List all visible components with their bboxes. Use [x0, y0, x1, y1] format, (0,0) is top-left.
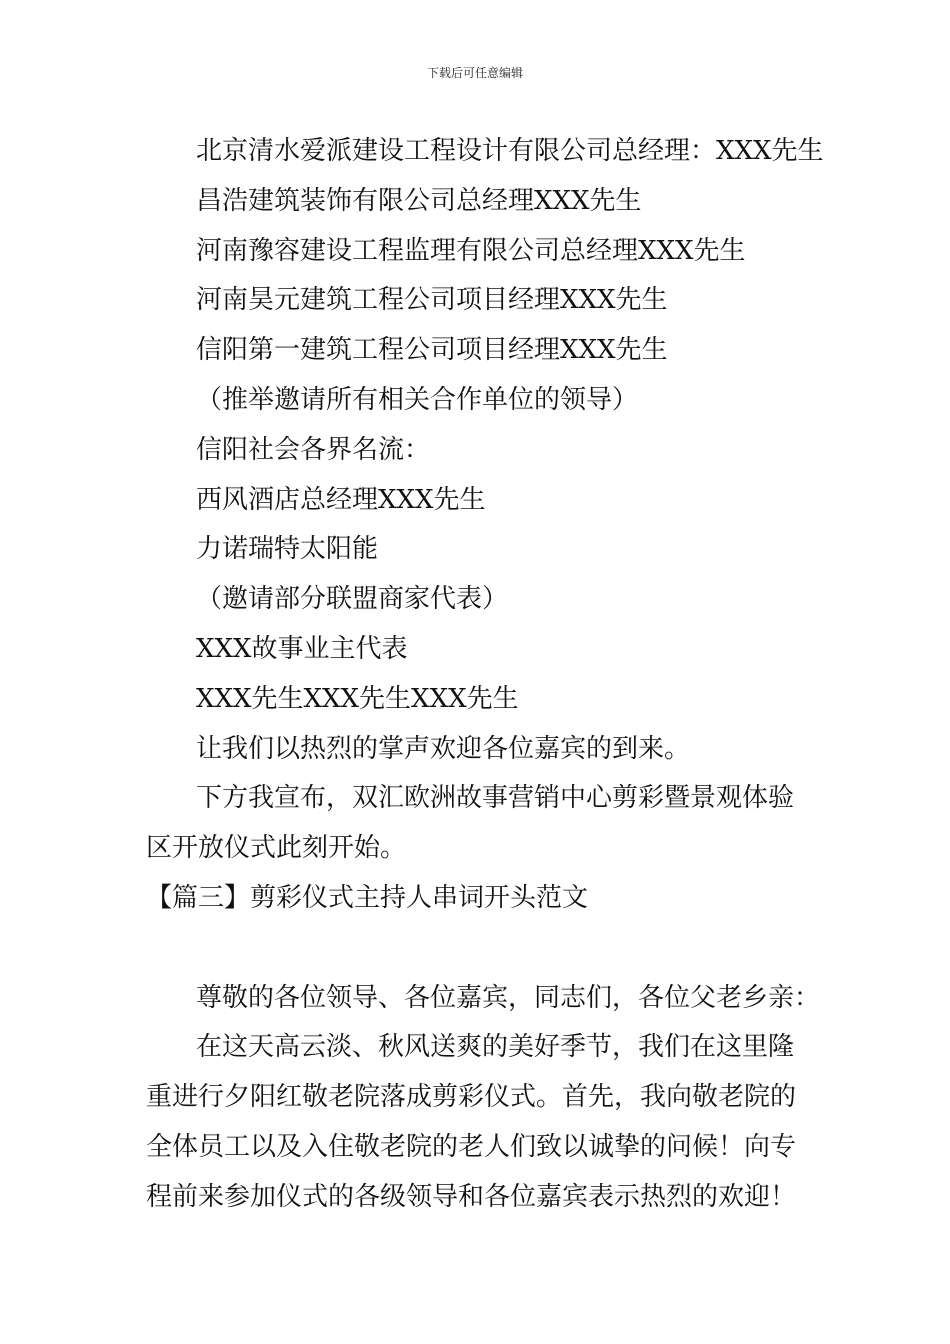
paragraph-line: 区开放仪式此刻开始。: [146, 833, 407, 864]
page-header: 下载后可任意编辑: [426, 66, 523, 80]
paragraph-line: 重进行夕阳红敬老院落成剪彩仪式。首先，我向敬老院的: [146, 1082, 797, 1113]
guest-line: XXX故事业主代表: [196, 633, 408, 664]
guest-line: 力诺瑞特太阳能: [196, 534, 379, 565]
note-line: （推举邀请所有相关合作单位的领导）: [196, 384, 639, 415]
guest-line: 西风酒店总经理XXX先生: [196, 484, 486, 515]
section-heading: 【篇三】剪彩仪式主持人串词开头范文: [146, 882, 589, 913]
blank-line: [146, 924, 810, 974]
note-line: （邀请部分联盟商家代表）: [196, 584, 509, 615]
paragraph-line: 下方我宣布，双汇欧洲故事营销中心剪彩暨景观体验: [196, 783, 795, 814]
guest-line: 北京清水爱派建设工程设计有限公司总经理：XXX先生: [196, 136, 824, 166]
guest-line: 河南豫容建设工程监理有限公司总经理XXX先生: [196, 235, 746, 266]
salutation-line: 尊敬的各位领导、各位嘉宾，同志们，各位父老乡亲：: [196, 982, 821, 1013]
guest-line: 河南昊元建筑工程公司项目经理XXX先生: [196, 285, 668, 316]
paragraph-line: 在这天高云淡、秋风送爽的美好季节，我们在这里隆: [196, 1032, 795, 1063]
paragraph-line: 让我们以热烈的掌声欢迎各位嘉宾的到来。: [196, 733, 691, 764]
paragraph-line: 程前来参加仪式的各级领导和各位嘉宾表示热烈的欢迎！: [146, 1181, 797, 1212]
group-heading-line: 信阳社会各界名流：: [196, 434, 431, 465]
guest-line: XXX先生XXX先生XXX先生: [196, 683, 519, 714]
guest-line: 信阳第一建筑工程公司项目经理XXX先生: [196, 335, 668, 366]
guest-line: 昌浩建筑装饰有限公司总经理XXX先生: [196, 185, 642, 216]
paragraph-line: 全体员工以及入住敬老院的老人们致以诚挚的问候！向专: [146, 1131, 797, 1162]
document-body: [146, 127, 824, 1223]
